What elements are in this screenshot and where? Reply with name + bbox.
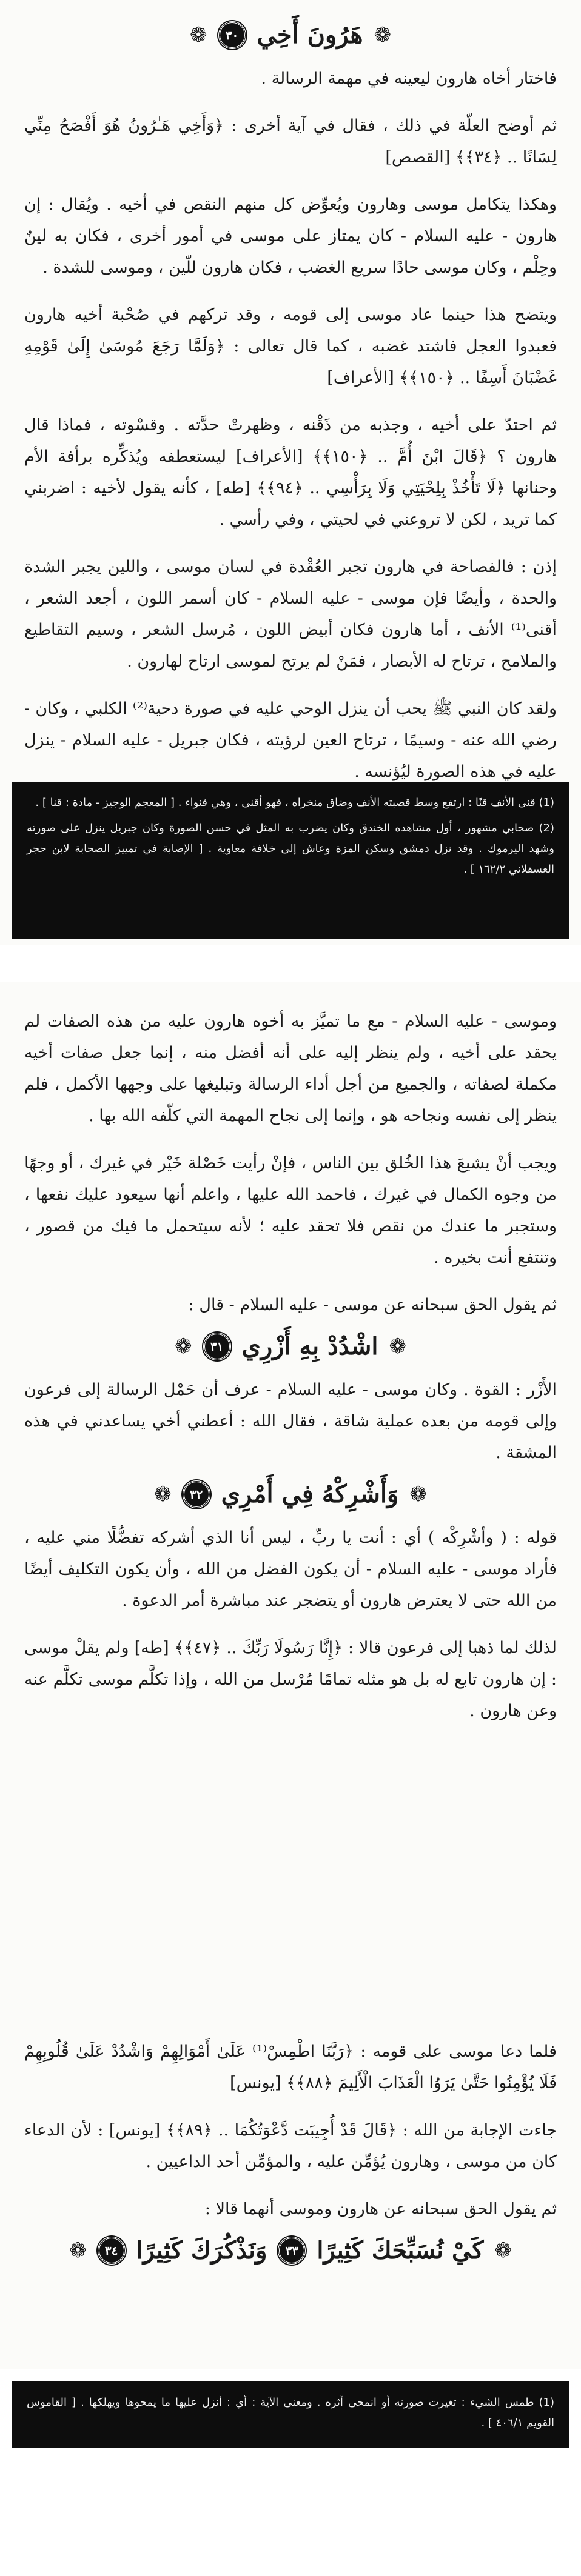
- paragraph: جاءت الإجابة من الله : ﴿قَالَ قَدْ أُجِيبَت دَّعْوَتُكُمَا .. ﴿٨٩﴾﴾ [يونس] : لأن الدعاء كان من موسى ، وهارون يُؤمِّن عليه ، والمؤمِّن أحد الداعيين .: [24, 2121, 557, 2171]
- ornament-icon: ❁: [409, 1482, 427, 1506]
- paragraph: ثم يقول الحق سبحانه عن موسى - عليه السلام - قال :: [188, 1296, 557, 1314]
- verse-number-badge: ٣٤: [98, 2237, 126, 2265]
- paragraph: ثم احتدّ على أخيه ، وجذبه من ذَقْنه ، وظهرتْ حدَّته . وقسْوته ، فماذا قال هارون ؟ ﴿قَالَ ابْنَ أُمَّ .. ﴿١٥٠﴾﴾ [الأعراف] ليستعطفه ويُذكِّره برأفة الأم وحنانها ﴿لَا تَأْخُذْ بِلِحْيَتِي وَلَا بِرَأْسِي .. ﴿٩٤﴾﴾ [طه] ، كأنه يقول لأخيه : اضربني كما تريد ، لكن لا تروعني في لحيتي ، وفي رأسي .: [24, 416, 557, 529]
- verse-title: اشْدُدْ بِهِ أَزْرِي: [241, 1332, 378, 1360]
- ornament-icon: ❁: [374, 23, 391, 47]
- ornament-icon: ❁: [190, 23, 207, 47]
- verse-number-badge: ٣٢: [183, 1480, 210, 1508]
- paragraph: ويتضح هذا حينما عاد موسى إلى قومه ، وقد تركهم في صُحْبة أخيه هارون فعبدوا العجل فاشتد غضبه ، كما قال تعالى : ﴿وَلَمَّا رَجَعَ مُوسَىٰ إِلَىٰ قَوْمِهِ غَضْبَانَ أَسِفًا .. ﴿١٥٠﴾﴾ [الأعراف]: [24, 305, 557, 387]
- footnote: (1) طمس الشيء : تغيرت صورته أو انمحى أثره . ومعنى الآية : أي : أنزل عليها ما يمحوها ويهلكها . [ القاموس القويم ٤٠٦/١ ] .: [27, 2396, 554, 2429]
- verse-title: وَنَذْكُرَكَ كَثِيرًا: [136, 2236, 267, 2265]
- footnotes-panel: [12, 782, 569, 939]
- paragraph: ثم يقول الحق سبحانه عن هارون وموسى أنهما قالا :: [204, 2200, 557, 2218]
- paragraph: وهكذا يتكامل موسى وهارون ويُعوِّض كل منهم النقص في أخيه . ويُقال : إن هارون - عليه السلام - كان يمتاز على موسى في أمور أخرى ، فكان به لينٌ وحِلْم ، وكان موسى حادًا سريع الغضب ، فكان هارون للّين ، وموسى للشدة .: [24, 195, 557, 277]
- ornament-icon: ❁: [389, 1334, 406, 1359]
- ornament-icon: ❁: [154, 1482, 172, 1506]
- verse-title: كَيْ نُسَبِّحَكَ كَثِيرًا: [317, 2236, 484, 2265]
- paragraph: وموسى - عليه السلام - مع ما تميَّز به أخوه هارون عليه من هذه الصفات لم يحقد على أخيه ، ولم ينظر إليه على أنه أفضل منه ، إنما جعل صفات أخيه مكملة لصفاته ، والجميع من أجل أداء الرسالة وتبليغها على وجهها الأكمل ، فلم ينظر إلى نفسه ونجاحه هو ، وإنما إلى نجاح المهمة التي كلّفه الله بها .: [24, 1012, 557, 1125]
- paragraph: لذلك لما ذهبا إلى فرعون قالا : ﴿إِنَّا رَسُولَا رَبِّكَ .. ﴿٤٧﴾﴾ [طه] ولم يقلْ موسى : إن هارون تابع له بل هو مثله تمامًا مُرْسل من الله ، وإذا تكلَّم موسى تكلَّم عنه وعن هارون .: [24, 1639, 557, 1720]
- ornament-icon: ❁: [494, 2238, 512, 2263]
- paragraph: ويجب أنْ يشيعَ هذا الخُلق بين الناس ، فإنْ رأيت خَصْلة خَيْر في غيرك ، أو وجهًا من وجوه الكمال في غيرك ، فاحمد الله عليها ، واعلم أنها سيعود عليك نفعها ، وستجبر ما عندك من نقص فلا تحقد عليه ؛ لأنه سيتحمل ما فيك من قصور ، وتنتفع أنت بخيره .: [24, 1154, 557, 1267]
- paragraph: الأَزْر : القوة . وكان موسى - عليه السلام - عرف أن حَمْل الرسالة إلى فرعون وإلى قومه من بعده عملية شاقة ، فقال الله : أعطني أخي يساعدني في هذه المشقة .: [24, 1380, 557, 1462]
- page-two: [0, 982, 581, 2024]
- paragraph: فلما دعا موسى على قومه : ﴿رَبَّنَا اطْمِسْ⁽¹⁾ عَلَىٰ أَمْوَالِهِمْ وَاشْدُدْ عَلَىٰ قُلُوبِهِمْ فَلَا يُؤْمِنُوا حَتَّىٰ يَرَوُا الْعَذَابَ الْأَلِيمَ ﴿٨٨﴾﴾ [يونس]: [24, 2042, 557, 2092]
- footnote: (1) قنى الأنف قنًا : ارتفع وسط قصبته الأنف وضاق منخراه ، فهو أقنى ، وهي قنواء . [ المعجم الوجيز - مادة : قنا ] .: [35, 796, 554, 809]
- paragraph: ولقد كان النبي ﷺ يحب أن ينزل الوحي عليه في صورة دحية⁽²⁾ الكلبي ، وكان - رضي الله عنه - وسيمًا ، ترتاح العين لرؤيته ، فكان جبريل - عليه السلام - ينزل عليه في هذه الصورة ليُؤنسه .: [24, 699, 557, 781]
- verse-heading-31: [24, 1332, 557, 1361]
- verse-number-badge: ٣٣: [278, 2237, 306, 2265]
- paragraph: قوله : ( وأشْرِكْه ) أي : أنت يا ربِّ ، ليس أنا الذي أشركه تفضُّلًا مني عليه ، فأراد موسى - عليه السلام - أن يكون الفضل من الله ، وأن يكون التكليف أيضًا من الله حتى لا يعترض هارون أو يتضجر عند مباشرة أمر الدعوة .: [24, 1528, 557, 1610]
- verse-title: هَرُونَ أَخِي: [257, 21, 363, 49]
- verse-number-badge: ٣١: [203, 1333, 231, 1360]
- paragraph: ثم أوضح العلّة في ذلك ، فقال في آية أخرى : ﴿وَأَخِي هَـٰرُونُ هُوَ أَفْصَحُ مِنِّي لِسَانًا .. ﴿٣٤﴾﴾ [القصص]: [24, 116, 557, 167]
- footnotes-panel: [12, 2381, 569, 2448]
- ornament-icon: ❁: [69, 2238, 87, 2263]
- verse-title: وَأَشْرِكْهُ فِي أَمْرِي: [221, 1480, 399, 1508]
- verse-heading-33-34: [24, 2236, 557, 2265]
- verse-heading-30: [24, 21, 557, 50]
- footnote: (2) صحابي مشهور ، أول مشاهده الخندق وكان يضرب به المثل في حسن الصورة وكان جبريل ينزل على صورته وشهد اليرموك . وقد نزل دمشق وسكن المزة وعاش إلى خلافة معاوية . [ الإصابة في تمييز الصحابة لابن حجر العسقلاني ١٦٢/٢ ] .: [27, 822, 554, 876]
- verse-number-badge: ٣٠: [218, 21, 246, 49]
- verse-heading-32: [24, 1480, 557, 1509]
- paragraph: إذن : فالفصاحة في هارون تجبر العُقْدة في لسان موسى ، واللين يجبر الشدة والحدة ، وأيضًا فإن موسى - عليه السلام - كان أسمر اللون ، أجعد الشعر ، أقنى⁽¹⁾ الأنف ، أما هارون فكان أبيض اللون ، مُرسل الشعر ، وسيم التقاطيع والملامح ، ترتاح له الأبصار ، فمَنْ لم يرتح لموسى ارتاح لهارون .: [24, 557, 557, 671]
- ornament-icon: ❁: [175, 1334, 192, 1359]
- page-three: [0, 2024, 581, 2369]
- paragraph: فاختار أخاه هارون ليعينه في مهمة الرسالة .: [261, 69, 557, 88]
